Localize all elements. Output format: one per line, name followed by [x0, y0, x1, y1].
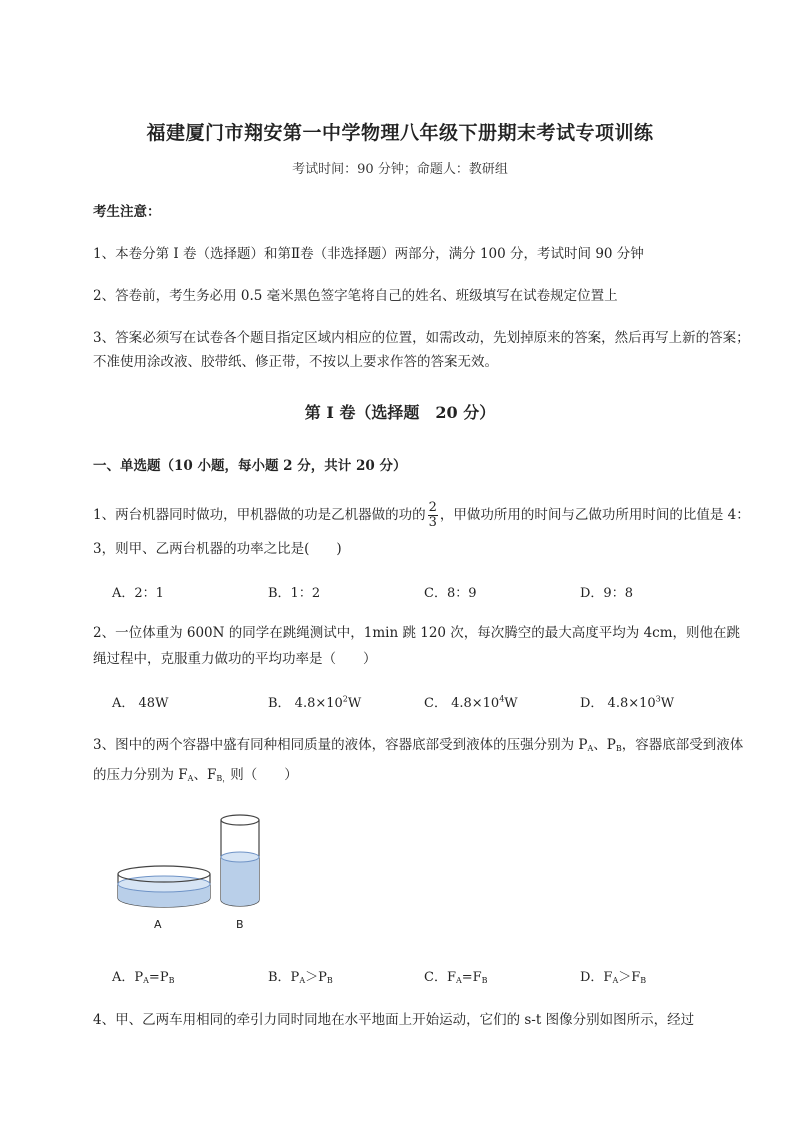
q1-option-a[interactable]: A．2：1 [112, 586, 164, 601]
container-b [221, 815, 259, 906]
q1-option-d[interactable]: D．9：8 [580, 586, 633, 601]
q3-option-b[interactable]: B．$P_A>P_B$ [268, 970, 333, 985]
exam-title: 福建厦门市翔安第一中学物理八年级下册期末考试专项训练 [146, 122, 654, 144]
part-heading: 一、单选题（10 小题，每小题 2 分，共计 20 分） [93, 458, 407, 474]
container-figure [110, 812, 270, 942]
q2-option-a[interactable]: A． 48W [112, 696, 169, 711]
q1-text-b: ，甲做功所用的时间与乙做功所用时间的比值是 4：3，则甲、乙两台机器的功率之比是( ) [93, 507, 750, 557]
q2-option-b[interactable]: B． $4.8\times 10^2W$ [268, 694, 362, 711]
q1-text-a: 1、两台机器同时做功，甲机器做的功是乙机器做的功的 [93, 507, 426, 523]
notice-item-2: 2、答卷前，考生务必用 0.5 毫米黑色签字笔将自己的姓名、班级填写在试卷规定位置上 [93, 288, 618, 304]
q1-fraction: $\frac{2}{3}$ [428, 500, 437, 530]
section-title: 第 I 卷（选择题 20 分） [304, 403, 496, 422]
figure-label-b: B [236, 918, 244, 931]
figure-label-a: A [154, 918, 162, 931]
q3-option-c[interactable]: C．$F_A=F_B$ [424, 970, 488, 985]
notice-heading: 考生注意： [93, 204, 161, 220]
q3-option-d[interactable]: D．$F_A>F_B$ [580, 970, 647, 985]
notice-item-1: 1、本卷分第 I 卷（选择题）和第Ⅱ卷（非选择题）两部分，满分 100 分，考试时间 90 分钟 [93, 246, 644, 262]
exam-subtitle: 考试时间：90 分钟；命题人：教研组 [292, 162, 508, 177]
question-2: 2、一位体重为 600N 的同学在跳绳测试中，1min 跳 120 次，每次腾空的最大高度平均为 4cm，则他在跳绳过程中，克服重力做功的平均功率是（ ） [93, 625, 741, 667]
q3-option-a[interactable]: A．$P_A=P_B$ [112, 970, 175, 985]
question-4: 4、甲、乙两车用相同的牵引力同时同地在水平地面上开始运动，它们的 s-t 图像分别如图所示，经过 [93, 1012, 695, 1028]
q1-options [112, 582, 772, 604]
question-1 [93, 498, 753, 566]
q3-options [112, 966, 772, 988]
container-figure-drawing [110, 812, 270, 942]
q2-option-d[interactable]: D． $4.8\times 10^3W$ [580, 694, 675, 711]
q2-options [112, 692, 772, 714]
question-3: 3、图中的两个容器中盛有同种相同质量的液体，容器底部受到液体的压强分别为 $P_A$、$P_B$，容器底部受到液体的压力分别为 $F_A$、$F_{B,}$则（ ） [93, 737, 744, 783]
q2-option-c[interactable]: C． $4.8\times 10^4W$ [424, 694, 518, 711]
notice-item-3: 3、答案必须写在试卷各个题目指定区域内相应的位置，如需改动，先划掉原来的答案，然后再写上新的答案；不准使用涂改液、胶带纸、修正带，不按以上要求作答的答案无效。 [93, 330, 750, 370]
q1-option-b[interactable]: B．1：2 [268, 586, 321, 601]
q1-option-c[interactable]: C．8：9 [424, 586, 477, 601]
container-a [118, 866, 210, 907]
